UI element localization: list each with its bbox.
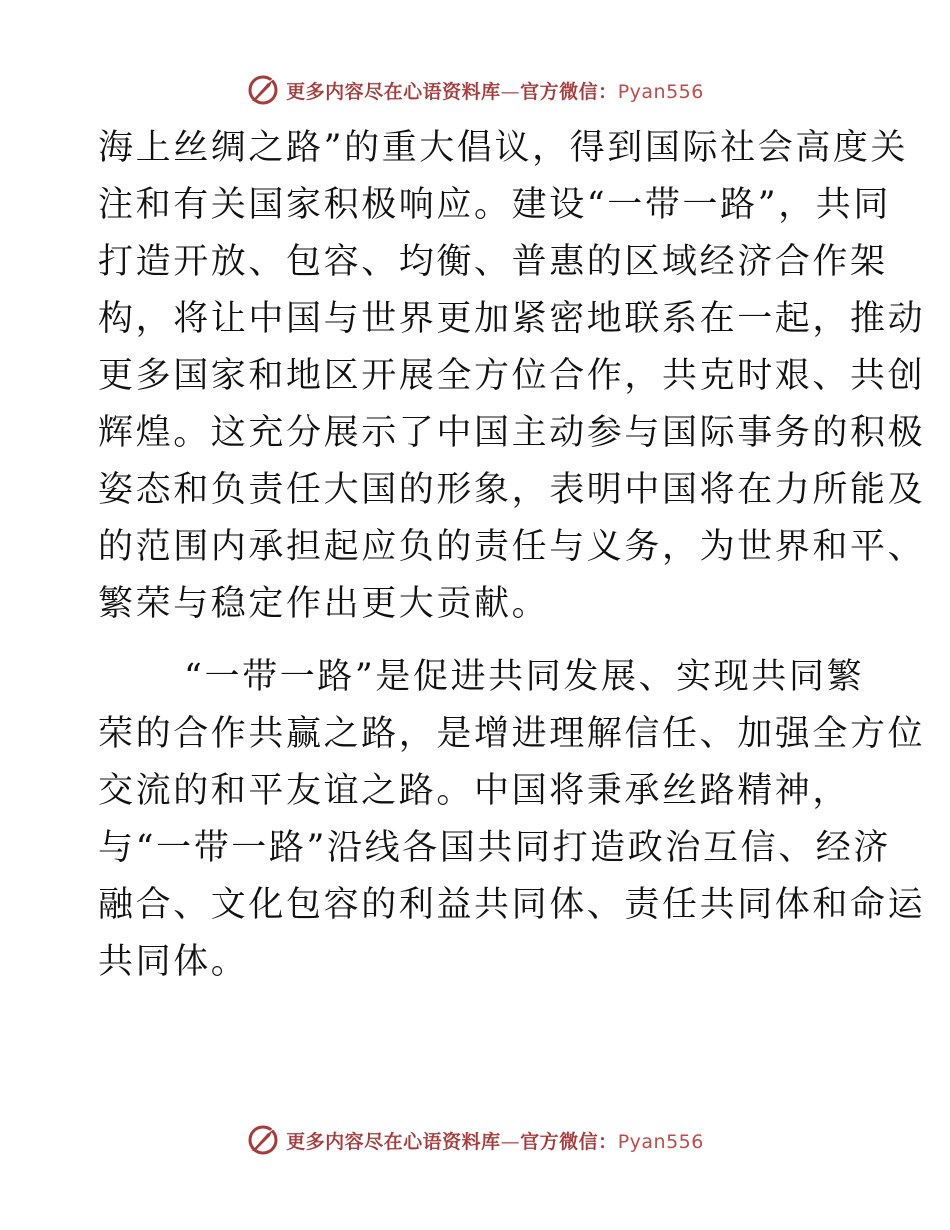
document-body [98,120,926,991]
text-line: 更多国家和地区开展全方位合作，共克时艰、共创 [98,356,926,396]
text-line: 的范围内承担起应负的责任与义务，为世界和平、 [98,527,926,567]
watermark-official: 官方微信： [520,80,618,103]
text-line: 融合、文化包容的利益共同体、责任共同体和命运 [98,885,926,925]
text-line: 共同体。 [98,942,249,982]
watermark-prefix: 更多内容尽在心语资料库 [286,80,501,103]
text-line: 注和有关国家积极响应。建设“一带一路”，共同 [98,185,891,225]
text-line: 海上丝绸之路”的重大倡议，得到国际社会高度关 [98,128,909,168]
text-line: 打造开放、包容、均衡、普惠的区域经济合作架 [98,242,888,282]
watermark-handle: Pyan556 [617,80,704,103]
watermark-text [286,1127,704,1154]
text-line: 姿态和负责任大国的形象，表明中国将在力所能及 [98,470,926,510]
quill-logo-icon [246,1123,280,1157]
paragraph-2 [98,649,926,991]
paragraph-1 [98,120,926,633]
text-line: 繁荣与稳定作出更大贡献。 [98,584,550,624]
watermark-prefix: 更多内容尽在心语资料库 [286,1130,501,1153]
watermark-official: 官方微信： [520,1130,618,1153]
watermark-text [286,77,704,104]
footer-watermark [0,1122,950,1158]
watermark-separator: — [500,80,521,103]
quill-logo-icon [246,73,280,107]
header-watermark [0,72,950,108]
text-line: 构，将让中国与世界更加紧密地联系在一起，推动 [98,299,926,339]
text-line: 荣的合作共赢之路，是增进理解信任、加强全方位 [98,714,926,754]
text-line: 与“一带一路”沿线各国共同打造政治互信、经济 [98,828,891,868]
text-line: “一带一路”是促进共同发展、实现共同繁 [184,657,865,697]
text-line: 交流的和平友谊之路。中国将秉承丝路精神， [98,771,851,811]
watermark-separator: — [500,1130,521,1153]
watermark-handle: Pyan556 [617,1130,704,1153]
text-line: 辉煌。这充分展示了中国主动参与国际事务的积极 [98,413,926,453]
